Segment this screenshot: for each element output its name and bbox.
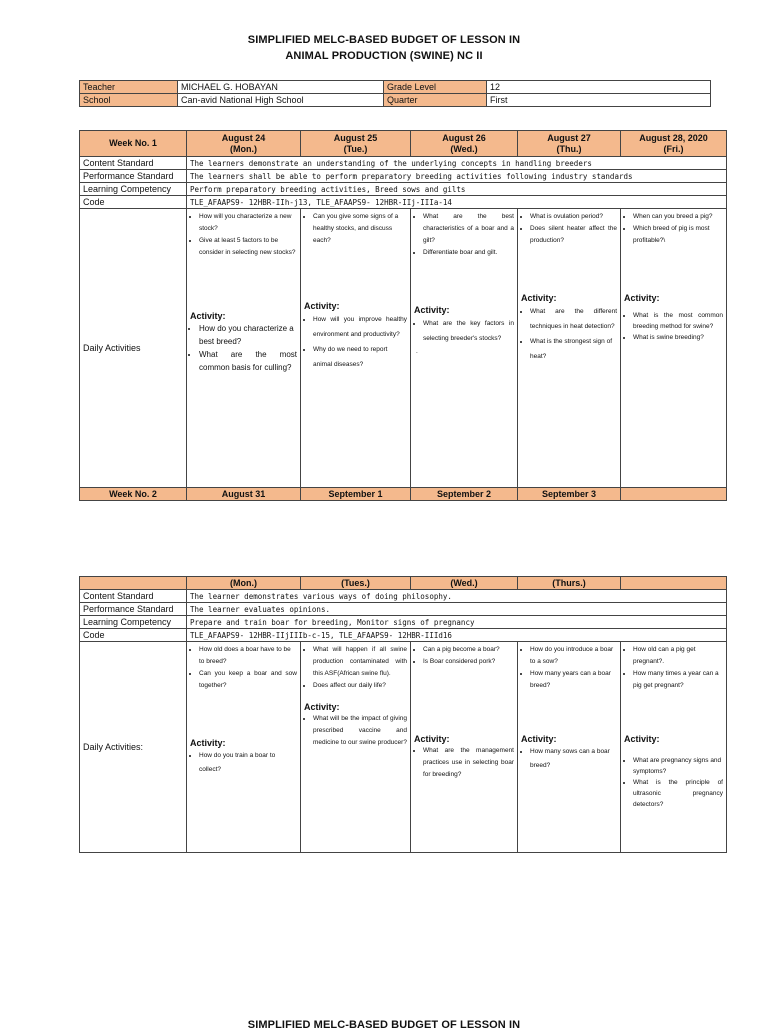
activity-cell [621, 209, 727, 488]
content-standard-value: The learners demonstrate an understanding of the underlying concepts in handling breeders [187, 157, 727, 170]
question-item: • Does affect our daily life? [313, 680, 407, 692]
activity-item: • How will you improve healthy environment and productivity? [313, 312, 407, 342]
question-item: • Which breed of pig is most profitable?\ [633, 223, 723, 247]
question-item: • How do you introduce a boar to a sow? [530, 644, 617, 668]
question-item: • How many times a year can a pig get pregnant? [633, 668, 723, 692]
question-item: • Differentiate boar and gilt. [423, 247, 514, 259]
question-item: • What are the best characteristics of a boar and a gilt? [423, 211, 514, 247]
daily-activities-label: Daily Activities: [80, 642, 187, 853]
day-name: (Tue.) [343, 143, 368, 154]
performance-standard-value: The learner evaluates opinions. [187, 603, 727, 616]
question-item: • Can you keep a boar and sow together? [199, 668, 297, 692]
grade-level-label: Grade Level [384, 81, 487, 94]
quarter-value: First [487, 94, 711, 107]
performance-standard-label: Performance Standard [80, 603, 187, 616]
learning-competency-label: Learning Competency [80, 183, 187, 196]
week3-table [79, 576, 727, 853]
teacher-label: Teacher [80, 81, 178, 94]
teacher-value: MICHAEL G. HOBAYAN [178, 81, 384, 94]
week2-date: September 2 [411, 488, 518, 501]
week2-date [621, 488, 727, 501]
learning-competency-value: Perform preparatory breeding activities, Breed sows and gilts [187, 183, 727, 196]
activity-item: • What is the principle of ultrasonic pregnancy detectors? [633, 777, 723, 810]
school-label: School [80, 94, 178, 107]
activity-item: • Why do we need to report animal diseases? [313, 342, 407, 372]
quarter-label: Quarter [384, 94, 487, 107]
content-standard-value: The learner demonstrates various ways of doing philosophy. [187, 590, 727, 603]
activity-item: • What is the strongest sign of heat? [530, 334, 617, 364]
day-name: (Wed.) [450, 143, 478, 154]
performance-standard-label: Performance Standard [80, 170, 187, 183]
activity-heading: Activity: [414, 305, 450, 315]
next-page-title-cut: SIMPLIFIED MELC-BASED BUDGET OF LESSON IN [247, 1019, 521, 1031]
week3-corner [80, 577, 187, 590]
activity-cell [301, 209, 411, 488]
day-date: August 26 [442, 132, 486, 143]
stray-dot: . [416, 348, 418, 355]
week1-day-header [621, 131, 727, 157]
activity-item: • How do you characterize a best breed? [199, 322, 297, 348]
content-standard-label: Content Standard [80, 590, 187, 603]
content-standard-label: Content Standard [80, 157, 187, 170]
week3-day: (Tues.) [301, 577, 411, 590]
activity-item: • How many sows can a boar breed? [530, 745, 617, 773]
day-name: (Mon.) [230, 143, 257, 154]
week2-date: September 1 [301, 488, 411, 501]
week1-day-header [518, 131, 621, 157]
code-label: Code [80, 196, 187, 209]
week2-date: September 3 [518, 488, 621, 501]
day-date: August 28, 2020 [639, 132, 708, 143]
activity-heading: Activity: [624, 734, 660, 744]
activity-cell [301, 642, 411, 853]
activity-item: • What are pregnancy signs and symptoms? [633, 755, 723, 777]
day-date: August 24 [221, 132, 266, 143]
activity-item: • How do you train a boar to collect? [199, 749, 297, 777]
week1-label: Week No. 1 [80, 131, 187, 157]
activity-item: • What are the most common basis for culling? [199, 348, 297, 374]
activity-cell [518, 209, 621, 488]
activity-cell [187, 209, 301, 488]
question-item: • How old can a pig get pregnant?. [633, 644, 723, 668]
question-item: • Can a pig become a boar? [423, 644, 514, 656]
question-item: • Can you give some signs of a healthy stocks, and discuss each? [313, 211, 407, 247]
learning-competency-label: Learning Competency [80, 616, 187, 629]
code-value: TLE_AFAAPS9- 12HBR-IIh-j13, TLE_AFAAPS9- 12HBR-IIj-IIIa-14 [187, 196, 727, 209]
week3-day: (Mon.) [187, 577, 301, 590]
activity-heading: Activity: [521, 734, 557, 744]
daily-activities-label: Daily Activities [80, 209, 187, 488]
day-name: (Fri.) [663, 143, 684, 154]
question-item: • Is Boar considered pork? [423, 656, 514, 668]
question-item: • Does silent heater affect the production? [530, 223, 617, 247]
activity-cell [411, 209, 518, 488]
performance-standard-value: The learners shall be able to perform preparatory breeding activities following industry standards [187, 170, 727, 183]
question-item: • What will happen if all swine production contaminated with this ASF(African swine flu). [313, 644, 407, 680]
week1-day-header [301, 131, 411, 157]
question-item: • How old does a boar have to be to breed? [199, 644, 297, 668]
document-title-line2: ANIMAL PRODUCTION (SWINE) NC II [285, 50, 483, 62]
week2-label: Week No. 2 [80, 488, 187, 501]
activity-item: • What will be the impact of giving prescribed vaccine and medicine to our swine producer? [313, 713, 407, 749]
activity-item: • What are the key factors in selecting breeder's stocks? [423, 316, 514, 346]
learning-competency-value: Prepare and train boar for breeding, Monitor signs of pregnancy [187, 616, 727, 629]
school-value: Can-avid National High School [178, 94, 384, 107]
day-date: August 27 [547, 132, 591, 143]
activity-item: • What is the most common breeding method for swine? [633, 310, 723, 332]
activity-cell [187, 642, 301, 853]
week3-day: (Thurs.) [518, 577, 621, 590]
week3-day [621, 577, 727, 590]
activity-heading: Activity: [304, 702, 340, 712]
question-item: • When can you breed a pig? [633, 211, 723, 223]
day-name: (Thu.) [556, 143, 582, 154]
code-label: Code [80, 629, 187, 642]
question-item: • Give at least 5 factors to be consider in selecting new stocks? [199, 235, 297, 259]
activity-heading: Activity: [304, 301, 340, 311]
week3-day: (Wed.) [411, 577, 518, 590]
activity-heading: Activity: [414, 734, 450, 744]
document-title-line1: SIMPLIFIED MELC-BASED BUDGET OF LESSON IN [247, 34, 521, 46]
code-value: TLE_AFAAPS9- 12HBR-IIjIIIb-c-15, TLE_AFAAPS9- 12HBR-IIId16 [187, 629, 727, 642]
week1-table [79, 130, 727, 501]
teacher-info-table [79, 80, 711, 107]
question-item: • How many years can a boar breed? [530, 668, 617, 692]
activity-cell [518, 642, 621, 853]
week2-date: August 31 [187, 488, 301, 501]
grade-level-value: 12 [487, 81, 711, 94]
question-item: • What is ovulation period? [530, 211, 617, 223]
activity-item: • What is swine breeding? [633, 332, 723, 343]
week1-day-header [187, 131, 301, 157]
activity-cell [411, 642, 518, 853]
activity-item: • What are the different techniques in heat detection? [530, 304, 617, 334]
activity-heading: Activity: [190, 311, 226, 321]
activity-heading: Activity: [521, 293, 557, 303]
activity-heading: Activity: [624, 293, 660, 303]
activity-heading: Activity: [190, 738, 226, 748]
day-date: August 25 [333, 132, 378, 143]
week1-day-header [411, 131, 518, 157]
activity-cell [621, 642, 727, 853]
activity-item: • What are the management practices use in selecting boar for breeding? [423, 745, 514, 781]
question-item: • How will you characterize a new stock? [199, 211, 297, 235]
